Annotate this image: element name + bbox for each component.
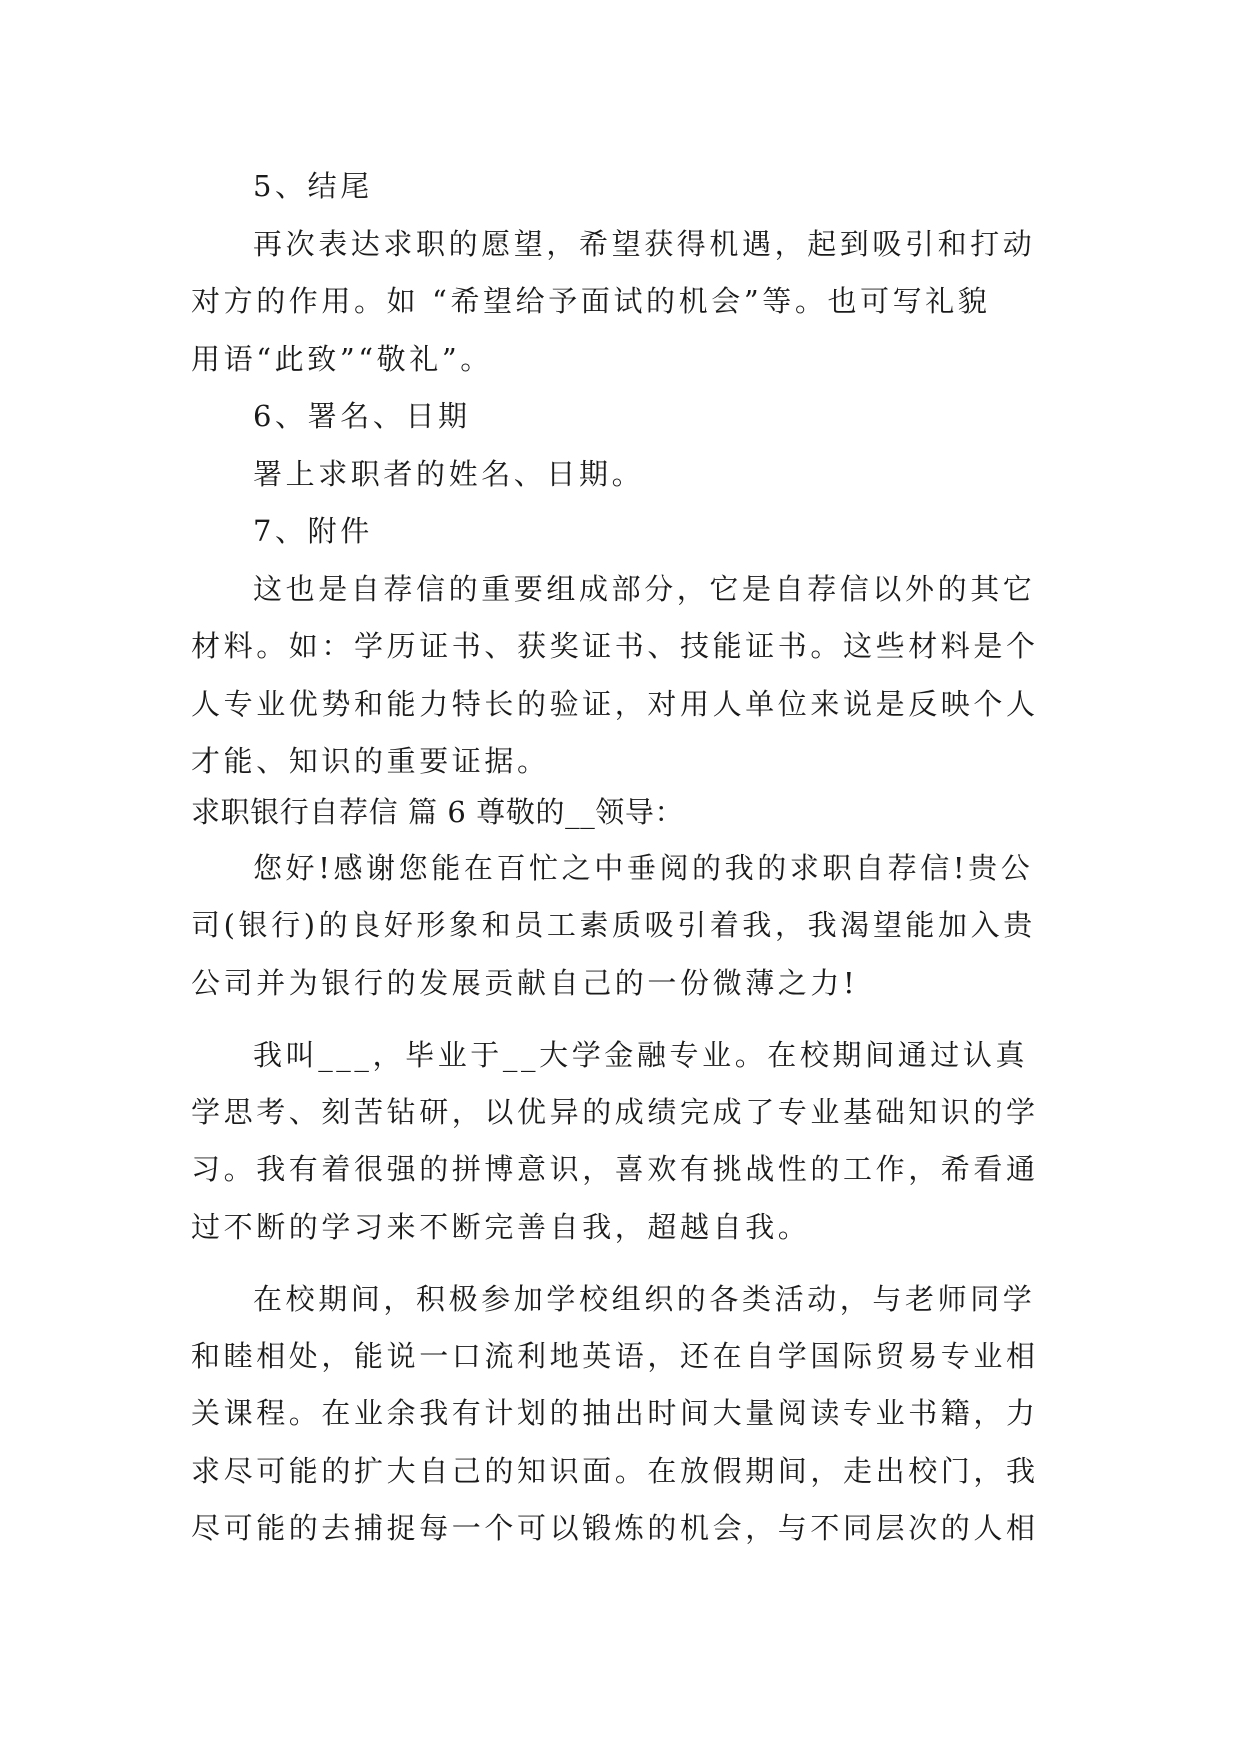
paragraph-line: 再次表达求职的愿望，希望获得机遇，起到吸引和打动 bbox=[253, 227, 1036, 261]
paragraph-line: 司(银行)的良好形象和员工素质吸引着我，我渴望能加入贵 bbox=[191, 908, 1036, 942]
paragraph-line: 人专业优势和能力特长的验证，对用人单位来说是反映个人 bbox=[191, 687, 1039, 721]
paragraph-line: 对方的作用。如 “希望给予面试的机会”等。也可写礼貌 bbox=[191, 284, 991, 318]
paragraph-line: 过不断的学习来不断完善自我，超越自我。 bbox=[191, 1210, 811, 1244]
paragraph-line: 在校期间，积极参加学校组织的各类活动，与老师同学 bbox=[253, 1282, 1036, 1316]
paragraph-line: 求尽可能的扩大自己的知识面。在放假期间，走出校门，我 bbox=[191, 1454, 1039, 1488]
letter-title-and-salutation: 求职银行自荐信 篇 6 尊敬的__领导： bbox=[191, 795, 685, 829]
paragraph-line: 关课程。在业余我有计划的抽出时间大量阅读专业书籍，力 bbox=[191, 1396, 1039, 1430]
paragraph-line: 才能、知识的重要证据。 bbox=[191, 744, 550, 778]
paragraph-line: 和睦相处，能说一口流利地英语，还在自学国际贸易专业相 bbox=[191, 1339, 1039, 1373]
paragraph-line: 用语“此致”“敬礼”。 bbox=[191, 342, 493, 376]
paragraph-line: 署上求职者的姓名、日期。 bbox=[253, 457, 645, 491]
paragraph-line: 我叫___，毕业于__大学金融专业。在校期间通过认真 bbox=[253, 1038, 1029, 1072]
paragraph-line: 公司并为银行的发展贡献自己的一份微薄之力! bbox=[191, 966, 859, 1000]
paragraph-line: 您好!感谢您能在百忙之中垂阅的我的求职自荐信!贵公 bbox=[253, 851, 1034, 885]
paragraph-line: 材料。如：学历证书、获奖证书、技能证书。这些材料是个 bbox=[191, 629, 1039, 663]
paragraph-line: 这也是自荐信的重要组成部分，它是自荐信以外的其它 bbox=[253, 572, 1036, 606]
section-heading-closing: 5、结尾 bbox=[253, 169, 373, 203]
paragraph-line: 学思考、刻苦钻研，以优异的成绩完成了专业基础知识的学 bbox=[191, 1095, 1039, 1129]
section-heading-signature-date: 6、署名、日期 bbox=[253, 399, 471, 433]
section-heading-attachment: 7、附件 bbox=[253, 514, 373, 548]
paragraph-line: 尽可能的去捕捉每一个可以锻炼的机会，与不同层次的人相 bbox=[191, 1511, 1039, 1545]
paragraph-line: 习。我有着很强的拼博意识，喜欢有挑战性的工作，希看通 bbox=[191, 1152, 1039, 1186]
